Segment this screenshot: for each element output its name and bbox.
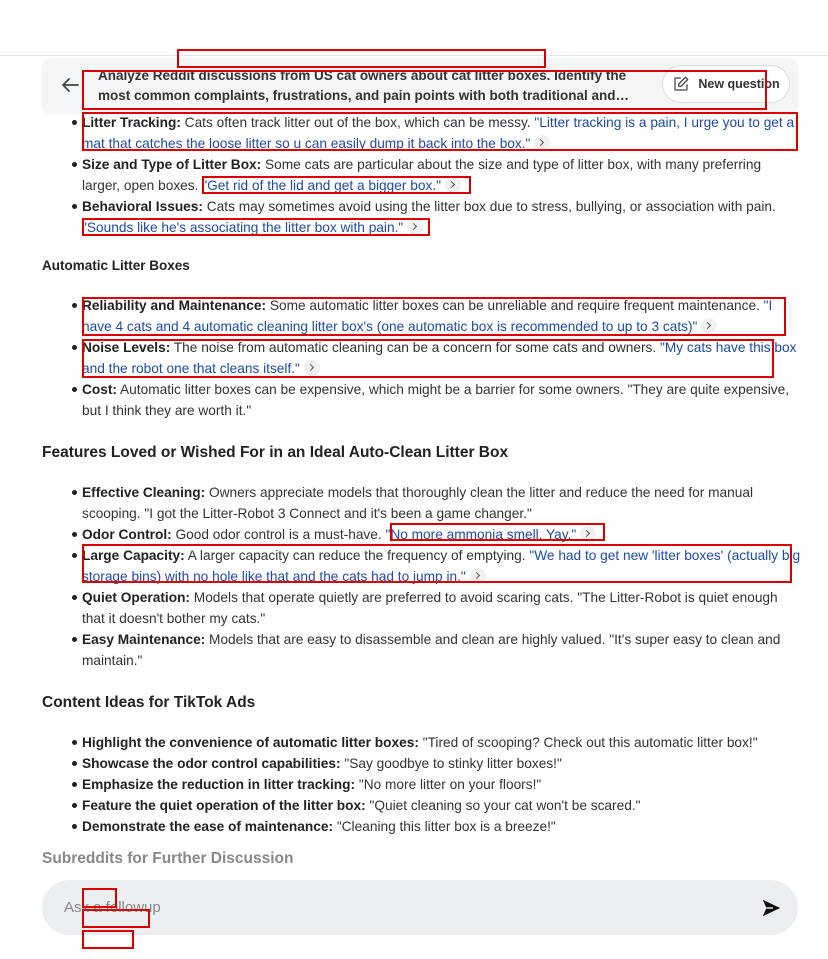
item-text: The noise from automatic cleaning can be a concern for some cats and owners. xyxy=(170,340,660,355)
item-text: Cats often track litter out of the box, which can be messy. xyxy=(180,115,535,130)
item-term: Cost: xyxy=(82,382,117,397)
chevron-right-icon[interactable] xyxy=(580,526,596,542)
item-term: Size and Type of Litter Box: xyxy=(82,157,262,172)
item-term: Easy Maintenance: xyxy=(82,632,206,647)
chevron-right-icon[interactable] xyxy=(304,360,320,376)
subreddits-heading: Subreddits for Further Discussion xyxy=(42,850,294,867)
list-item xyxy=(42,154,802,196)
chevron-right-icon[interactable] xyxy=(701,318,717,334)
citation-link[interactable]: "Litter tracking is a pain, I urge you to get a mat that catches the loose litter so u can easily dump it back into the box." xyxy=(82,115,795,151)
question-text: Analyze Reddit discussions from US cat owners about cat litter boxes. Identify the most common complaints, frustrations, and pain points with both traditional and… xyxy=(98,68,630,103)
item-term: Large Capacity: xyxy=(82,548,185,563)
new-question-label: New question xyxy=(698,77,780,91)
followup-input[interactable] xyxy=(64,894,744,920)
citation-link[interactable]: "I have 4 cats and 4 automatic cleaning litter box's (one automatic box is recommended to up to 3 cats)" xyxy=(82,298,773,334)
list-item xyxy=(42,196,802,238)
chevron-right-icon[interactable] xyxy=(407,219,423,235)
answer-content xyxy=(42,112,802,837)
item-text: "Tired of scooping? Check out this automatic litter box!" xyxy=(418,735,758,750)
item-term: Reliability and Maintenance: xyxy=(82,298,267,313)
tiktok-heading: Content Ideas for TikTok Ads xyxy=(42,694,256,711)
item-text: Cats may sometimes avoid using the litter box due to stress, bullying, or association with pain. xyxy=(202,199,776,214)
citation-link[interactable]: "Sounds like he's associating the litter box with pain." xyxy=(82,220,404,235)
citation-link[interactable]: "Get rid of the lid and get a bigger box." xyxy=(202,178,441,193)
item-term: Behavioral Issues: xyxy=(82,199,203,214)
item-text: Owners appreciate models that thoroughly clean the litter and reduce the need for manual scooping. "I got the Litter-Robot 3 Connect and it's been a game changer." xyxy=(82,485,754,521)
item-text: Models that operate quietly are preferred to avoid scaring cats. "The Litter-Robot is quiet enough that it doesn't bother my cats." xyxy=(82,590,778,626)
citation-link[interactable]: "No more ammonia smell. Yay." xyxy=(385,527,577,542)
chevron-right-icon[interactable] xyxy=(534,135,550,151)
item-text: Automatic litter boxes can be expensive, which might be a barrier for some owners. "They are quite expensive, but I think they are worth it." xyxy=(82,382,790,418)
item-term: Emphasize the reduction in litter tracking: xyxy=(82,777,356,792)
send-icon[interactable] xyxy=(760,897,782,919)
list-item xyxy=(42,112,802,154)
automatic-list xyxy=(42,295,802,421)
item-text: "Cleaning this litter box is a breeze!" xyxy=(333,819,556,834)
list-item xyxy=(42,482,802,524)
item-text: "No more litter on your floors!" xyxy=(355,777,542,792)
item-term: Litter Tracking: xyxy=(82,115,181,130)
item-term: Effective Cleaning: xyxy=(82,485,206,500)
item-term: Showcase the odor control capabilities: xyxy=(82,756,341,771)
item-term: Odor Control: xyxy=(82,527,172,542)
citation-link[interactable]: "We had to get new 'litter boxes' (actually big storage bins) with no hole like that and the cats had to jump in." xyxy=(82,548,801,584)
new-question-button[interactable] xyxy=(662,65,790,103)
features-list xyxy=(42,482,802,671)
citation-link[interactable]: "My cats have this box and the robot one that cleans itself." xyxy=(82,340,797,376)
traditional-list xyxy=(42,112,802,238)
list-item xyxy=(42,732,802,753)
chevron-right-icon[interactable] xyxy=(470,568,486,584)
item-text: Good odor control is a must-have. xyxy=(171,527,386,542)
tiktok-list xyxy=(42,732,802,837)
item-text: "Quiet cleaning so your cat won't be scared." xyxy=(365,798,641,813)
item-term: Highlight the convenience of automatic litter boxes: xyxy=(82,735,419,750)
item-term: Demonstrate the ease of maintenance: xyxy=(82,819,334,834)
list-item xyxy=(42,587,802,629)
back-arrow-icon[interactable] xyxy=(58,73,82,97)
item-text: Some automatic litter boxes can be unreliable and require frequent maintenance. xyxy=(266,298,764,313)
followup-bar xyxy=(42,880,798,935)
item-term: Quiet Operation: xyxy=(82,590,190,605)
item-term: Feature the quiet operation of the litter box: xyxy=(82,798,366,813)
top-divider xyxy=(0,55,828,56)
features-heading: Features Loved or Wished For in an Ideal Auto-Clean Litter Box xyxy=(42,444,509,461)
list-item xyxy=(42,337,802,379)
automatic-heading: Automatic Litter Boxes xyxy=(42,258,190,273)
question-header xyxy=(42,58,798,112)
list-item xyxy=(42,774,802,795)
item-term: Noise Levels: xyxy=(82,340,171,355)
edit-icon xyxy=(672,75,690,93)
item-text: "Say goodbye to stinky litter boxes!" xyxy=(340,756,562,771)
list-item xyxy=(42,753,802,774)
list-item xyxy=(42,295,802,337)
chevron-right-icon[interactable] xyxy=(445,177,461,193)
list-item xyxy=(42,379,802,421)
list-item xyxy=(42,524,802,545)
item-text: Some cats are particular about the size and type of litter box, with many preferring larger, open boxes. xyxy=(82,157,762,193)
list-item xyxy=(42,816,802,837)
item-text: A larger capacity can reduce the frequency of emptying. xyxy=(184,548,530,563)
list-item xyxy=(42,545,802,587)
list-item xyxy=(42,795,802,816)
item-text: Models that are easy to disassemble and clean are highly valued. "It's super easy to clean and maintain." xyxy=(82,632,781,668)
list-item xyxy=(42,629,802,671)
